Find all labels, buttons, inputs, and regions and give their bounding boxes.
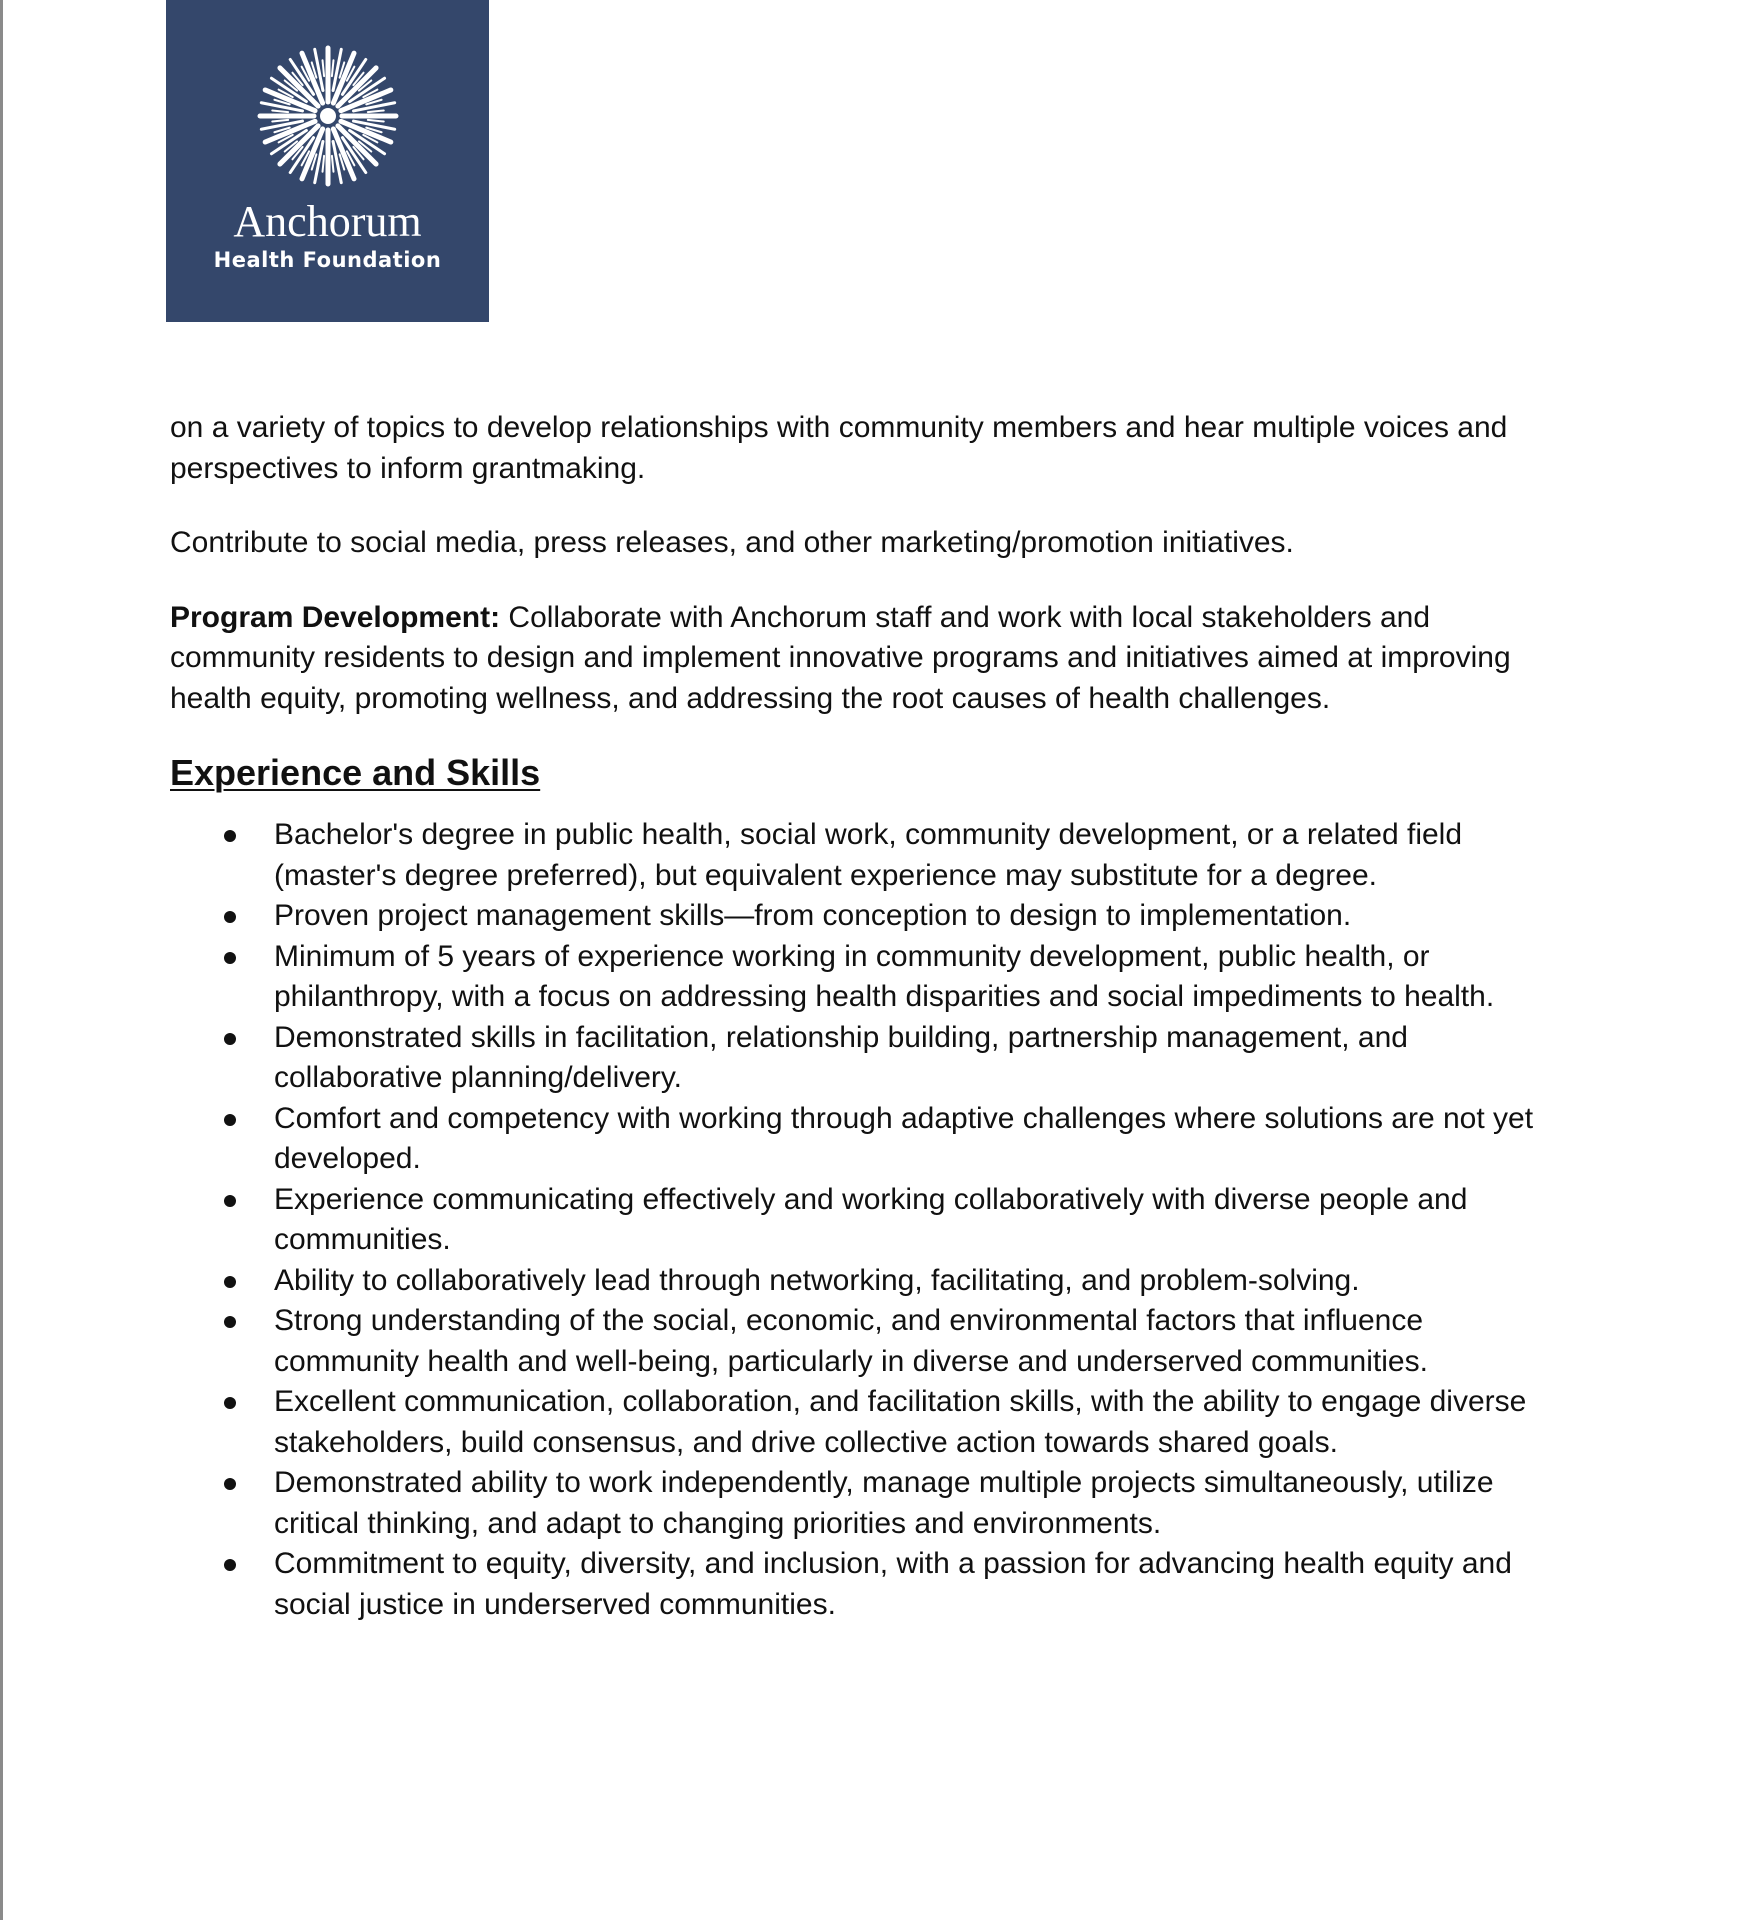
skill-item bbox=[170, 1099, 1570, 1180]
bullet-icon bbox=[224, 1478, 236, 1490]
bullet-icon bbox=[224, 911, 236, 923]
skill-text: Demonstrated ability to work independently, manage multiple projects simultaneously, utilize critical thinking, and adapt to changing priorities and environments. bbox=[274, 1466, 1494, 1540]
skill-item bbox=[170, 1180, 1570, 1261]
page-left-border bbox=[0, 0, 3, 1920]
skill-item bbox=[170, 1301, 1570, 1382]
bullet-icon bbox=[224, 1316, 236, 1328]
skill-text: Bachelor's degree in public health, social work, community development, or a related field (master's degree preferred), but equivalent experience may substitute for a degree. bbox=[274, 818, 1463, 892]
sunburst-tick bbox=[323, 156, 325, 172]
skill-text: Commitment to equity, diversity, and inclusion, with a passion for advancing health equity and social justice in underserved communities. bbox=[274, 1547, 1512, 1621]
sunburst-tick bbox=[272, 111, 288, 113]
bullet-icon bbox=[224, 1114, 236, 1126]
skill-text: Proven project management skills—from conception to design to implementation. bbox=[274, 899, 1352, 932]
skill-item bbox=[170, 1463, 1570, 1544]
logo-subtitle: Health Foundation bbox=[213, 248, 442, 272]
skill-item bbox=[170, 896, 1570, 937]
section-heading-experience: Experience and Skills bbox=[170, 752, 541, 793]
skill-text: Experience communicating effectively and working collaboratively with diverse people and communities. bbox=[274, 1182, 1468, 1256]
logo-name: Anchorum bbox=[233, 197, 422, 246]
skill-item bbox=[170, 815, 1570, 896]
paragraph-community-engagement: on a variety of topics to develop relationships with community members and hear multiple voices and perspectives to inform grantmaking. bbox=[170, 411, 1508, 485]
bullet-icon bbox=[224, 1033, 236, 1045]
sunburst-tick bbox=[272, 120, 288, 122]
sunburst-tick bbox=[368, 120, 384, 122]
paragraph-marketing: Contribute to social media, press releases, and other marketing/promotion initiatives. bbox=[170, 526, 1294, 559]
bullet-icon bbox=[224, 830, 236, 842]
anchorum-logo bbox=[166, 0, 489, 322]
bullet-icon bbox=[224, 1397, 236, 1409]
skill-text: Minimum of 5 years of experience working in community development, public health, or philanthropy, with a focus on addressing health disparities and social impediments to health. bbox=[274, 939, 1495, 1013]
skill-item bbox=[170, 937, 1570, 1018]
program-development-label: Program Development: bbox=[170, 600, 501, 634]
bullet-icon bbox=[224, 952, 236, 964]
radiating-sunburst-icon bbox=[256, 44, 400, 188]
skill-item bbox=[170, 1382, 1570, 1463]
skill-text: Comfort and competency with working through adaptive challenges where solutions are not yet developed. bbox=[274, 1101, 1534, 1175]
document-body bbox=[170, 408, 1570, 1625]
skill-text: Ability to collaboratively lead through networking, facilitating, and problem-solving. bbox=[274, 1263, 1360, 1297]
bullet-icon bbox=[224, 1195, 236, 1207]
bullet-icon bbox=[224, 1276, 236, 1288]
sunburst-tick bbox=[323, 60, 325, 76]
skill-item bbox=[170, 1261, 1570, 1302]
sunburst-tick bbox=[368, 111, 384, 113]
skill-text: Strong understanding of the social, economic, and environmental factors that influence community health and well-being, particularly in diverse and underserved communities. bbox=[274, 1304, 1428, 1378]
skill-text: Excellent communication, collaboration, and facilitation skills, with the ability to engage diverse stakeholders, build consensus, and drive collective action towards shared goals. bbox=[274, 1385, 1527, 1459]
skill-item bbox=[170, 1018, 1570, 1099]
paragraph-program-development bbox=[170, 598, 1570, 720]
sunburst-tick bbox=[332, 156, 334, 172]
skill-item bbox=[170, 1544, 1570, 1625]
skills-list bbox=[170, 815, 1570, 1625]
skill-text: Demonstrated skills in facilitation, relationship building, partnership management, and collaborative planning/delivery. bbox=[274, 1020, 1408, 1094]
sunburst-tick bbox=[332, 60, 334, 76]
program-development-text: Collaborate with Anchorum staff and work with local stakeholders and community residents to design and implement innovative programs and initiatives aimed at improving health equity, promoting wellness, and addressing the root causes of health challenges. bbox=[170, 600, 1511, 715]
bullet-icon bbox=[224, 1559, 236, 1571]
